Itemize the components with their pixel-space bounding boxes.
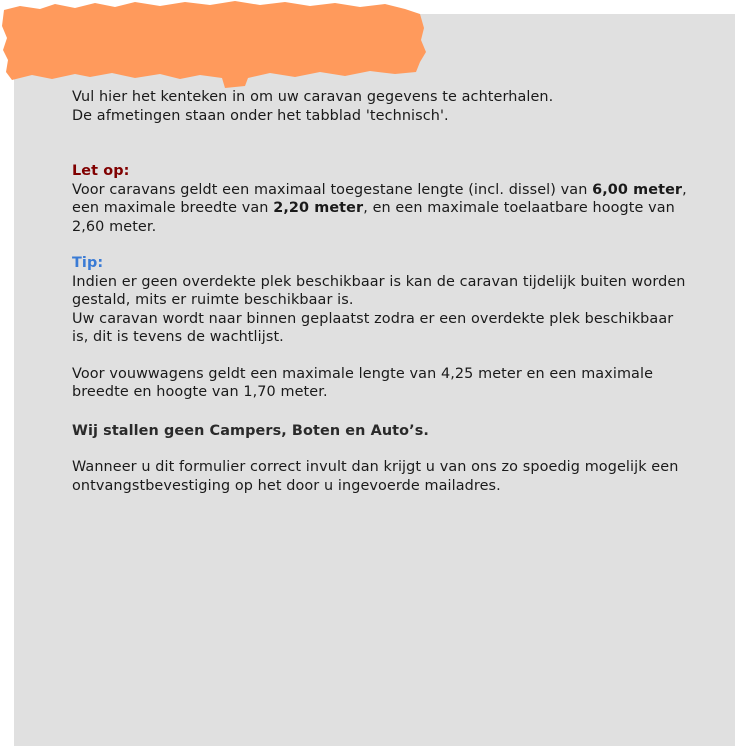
tip-paragraph-2: Uw caravan wordt naar binnen geplaatst zodra er een overdekte plek beschikbaar is, dit is tevens de wachtlijst. (72, 310, 674, 345)
intro-line-2: De afmetingen staan onder het tabblad 'technisch'. (72, 107, 449, 124)
warning-text-b: , een maximale breedte van (72, 181, 687, 216)
tip-paragraph-1: Indien er geen overdekte plek beschikbaar is kan de caravan tijdelijk buiten worden gestald, mits er ruimte beschikbaar is. (72, 273, 686, 308)
max-length-value: 6,00 meter (592, 181, 683, 198)
folding-trailer-info: Voor vouwwagens geldt een maximale lengte van 4,25 meter en een maximale breedte en hoogte van 1,70 meter. (72, 365, 654, 400)
header-banner (0, 0, 430, 90)
warning-text-a: Voor caravans geldt een maximaal toegestane lengte (incl. dissel) van (72, 181, 588, 198)
warning-heading: Let op: (72, 163, 130, 179)
exclusions-notice: Wij stallen geen Campers, Boten en Auto’s. (72, 422, 429, 439)
intro-line-1: Vul hier het kenteken in om uw caravan gegevens te achterhalen. (72, 89, 554, 105)
confirmation-notice: Wanneer u dit formulier correct invult dan krijgt u van ons zo spoedig mogelijk een ontvangstbevestiging op het door u ingevoerde mailadres. (72, 459, 679, 494)
tip-heading: Tip: (72, 255, 104, 271)
warning-text-c: , en een maximale toelaatbare hoogte van 2,60 meter. (72, 200, 675, 235)
banner-shape (2, 1, 426, 88)
warning-text (72, 181, 692, 237)
max-width-value: 2,20 meter (273, 200, 364, 216)
info-content (72, 88, 692, 495)
